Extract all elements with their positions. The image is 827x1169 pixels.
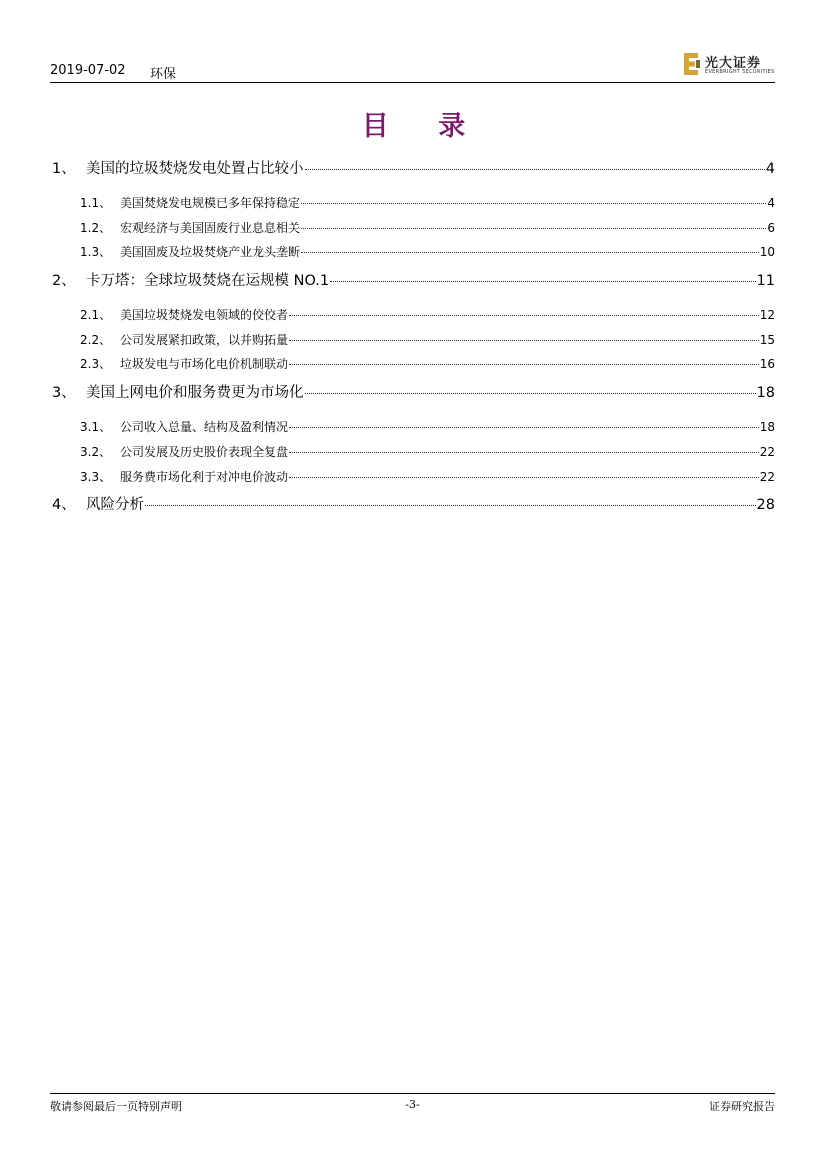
page-footer — [50, 1093, 775, 1118]
toc-entry-title: 美国焚烧发电规模已多年保持稳定 — [120, 196, 301, 210]
toc-entry-page: 22 — [759, 444, 775, 459]
toc-leader-dots — [305, 393, 756, 394]
toc-entry-title: 美国垃圾焚烧发电领域的佼佼者 — [120, 308, 289, 323]
toc-entry-page: 18 — [756, 385, 775, 402]
toc-entry-page: 4 — [765, 161, 775, 177]
toc-entry-title: 公司发展及历史股价表现全复盘 — [120, 444, 289, 459]
toc-entry-number: 3.3、 — [80, 469, 112, 484]
toc-entry-page: 16 — [759, 357, 775, 372]
logo-text-cn: 光大证券 — [705, 56, 762, 71]
toc-leader-dots — [289, 315, 759, 316]
toc-subsection[interactable] — [52, 328, 775, 353]
toc-leader-dots — [301, 228, 766, 229]
toc-leader-dots — [289, 452, 759, 453]
table-of-contents — [52, 155, 775, 527]
toc-entry-title: 卡万塔：全球垃圾焚烧在运规模 NO.1 — [86, 273, 330, 290]
report-date: 2019-07-02 — [50, 63, 126, 78]
report-sector: 环保 — [150, 67, 177, 82]
toc-leader-dots — [305, 169, 765, 170]
toc-subsection[interactable] — [52, 216, 775, 241]
toc-entry-title: 服务费市场化利于对冲电价波动 — [120, 469, 289, 484]
toc-leader-dots — [145, 505, 756, 506]
toc-entry-title: 公司收入总量、结构及盈利情况 — [120, 420, 289, 435]
toc-entry-page: 18 — [759, 420, 775, 435]
toc-title: 目 录 — [361, 111, 486, 142]
toc-entry-title: 风险分析 — [86, 497, 144, 514]
toc-entry-number: 2、 — [52, 273, 76, 290]
toc-leader-dots — [289, 477, 759, 478]
toc-leader-dots — [301, 252, 759, 253]
toc-entry-page: 10 — [759, 245, 775, 260]
toc-subsection[interactable] — [52, 303, 775, 328]
disclaimer-note: 敬请参阅最后一页特别声明 — [50, 1100, 182, 1113]
toc-entry-number: 2.3、 — [80, 357, 112, 372]
toc-entry-page: 15 — [759, 332, 775, 347]
toc-entry-page: 11 — [756, 273, 775, 290]
company-logo — [683, 52, 773, 78]
page-number: -3- — [405, 1098, 420, 1111]
toc-leader-dots — [301, 203, 766, 204]
toc-entry-title: 美国固废及垃圾焚烧产业龙头垄断 — [120, 245, 301, 260]
toc-leader-dots — [330, 281, 755, 282]
toc-entry-page: 28 — [756, 497, 775, 514]
toc-section[interactable] — [52, 379, 775, 415]
toc-leader-dots — [289, 427, 759, 428]
toc-entry-number: 1.3、 — [80, 245, 112, 260]
toc-subsection[interactable] — [52, 465, 775, 490]
toc-entry-page: 6 — [767, 220, 775, 235]
toc-subsection[interactable] — [52, 440, 775, 465]
toc-leader-dots — [289, 340, 759, 341]
toc-entry-number: 1、 — [52, 161, 76, 177]
toc-subsection[interactable] — [52, 191, 775, 216]
logo-text-en: EVERBRIGHT SECURITIES — [705, 69, 775, 75]
toc-subsection[interactable] — [52, 415, 775, 440]
toc-entry-title: 美国的垃圾焚烧发电处置占比较小 — [86, 161, 304, 177]
report-type: 证券研究报告 — [709, 1100, 775, 1113]
toc-entry-number: 1.1、 — [80, 196, 112, 210]
toc-section[interactable] — [52, 267, 775, 303]
toc-subsection[interactable] — [52, 240, 775, 265]
toc-leader-dots — [289, 364, 759, 365]
page-header — [50, 50, 775, 83]
everbright-logo-icon — [683, 52, 701, 76]
toc-entry-number: 3、 — [52, 385, 76, 402]
toc-section[interactable] — [52, 155, 775, 191]
toc-entry-number: 4、 — [52, 497, 76, 514]
toc-entry-title: 公司发展紧扣政策，以并购拓量 — [120, 332, 289, 347]
toc-section[interactable] — [52, 491, 775, 527]
toc-entry-number: 1.2、 — [80, 220, 112, 235]
toc-entry-page: 12 — [759, 308, 775, 323]
toc-entry-number: 3.2、 — [80, 444, 112, 459]
toc-entry-number: 3.1、 — [80, 420, 112, 435]
toc-entry-title: 宏观经济与美国固废行业息息相关 — [120, 220, 301, 235]
toc-entry-title: 美国上网电价和服务费更为市场化 — [86, 385, 304, 402]
toc-entry-page: 4 — [767, 196, 775, 210]
toc-entry-number: 2.2、 — [80, 332, 112, 347]
toc-subsection[interactable] — [52, 352, 775, 377]
toc-entry-page: 22 — [759, 469, 775, 484]
toc-entry-title: 垃圾发电与市场化电价机制联动 — [120, 357, 289, 372]
toc-entry-number: 2.1、 — [80, 308, 112, 323]
